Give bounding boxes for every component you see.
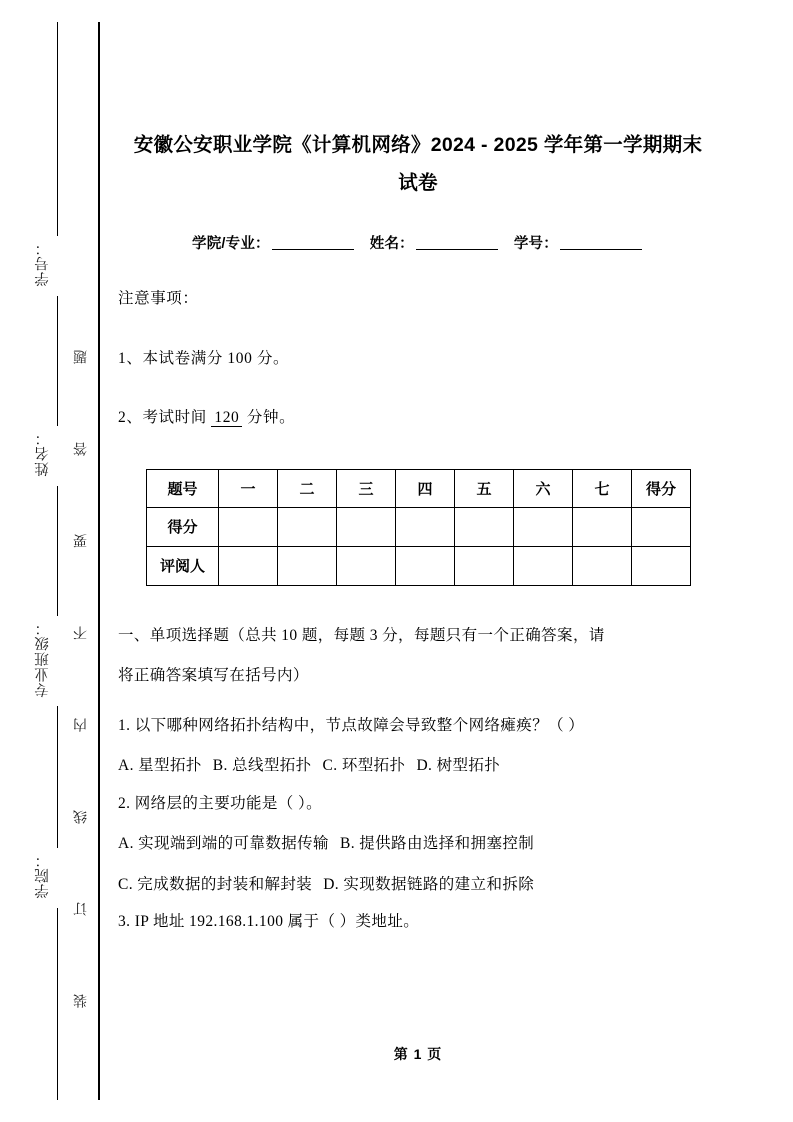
question-2-option-b[interactable]: B. 提供路由选择和拥塞控制 [339,835,535,852]
student-id-field[interactable] [514,236,644,252]
notice-heading: 注意事项： [118,290,199,307]
binding-char-5: 内 [74,718,89,732]
score-table-cell: 一 [219,469,278,507]
sidebar-inner-rule [57,22,58,1100]
score-table-cell-input[interactable] [337,546,396,585]
score-table-cell-input[interactable] [514,546,573,585]
binding-char-8: 装 [74,994,89,1008]
sidebar-field-class: 专业班级： [35,620,51,698]
score-table-row-header: 评阅人 [147,546,219,585]
question-1-option-c[interactable]: C. 环型拓扑 [322,757,406,774]
question-2-stem: 2. 网络层的主要功能是（ ）。 [118,794,323,812]
score-table-cell-input[interactable] [396,546,455,585]
score-table-cell-input[interactable] [278,507,337,546]
notice-item-2-prefix: 2、考试时间 [118,409,207,426]
sidebar-field-student-id: 学号： [35,240,51,287]
score-table-row-header: 得分 [147,507,219,546]
score-table-cell: 四 [396,469,455,507]
question-2-options-line-1 [118,836,718,852]
table-row [147,507,691,546]
question-2-option-a[interactable]: A. 实现端到端的可靠数据传输 [118,835,329,852]
score-table [146,469,691,586]
table-row [147,469,691,507]
department-field[interactable] [192,236,356,252]
score-table-cell-input[interactable] [573,546,632,585]
score-table-cell-input[interactable] [455,507,514,546]
department-label: 学院/专业： [192,236,270,252]
binding-char-4: 不 [74,626,89,640]
score-table-cell-input[interactable] [337,507,396,546]
notice-item-1: 1、本试卷满分 100 分。 [118,349,290,367]
binding-char-3: 要 [74,534,89,548]
student-id-blank[interactable] [560,249,642,250]
score-table-cell-input[interactable] [632,546,691,585]
question-3-stem: 3. IP 地址 192.168.1.100 属于（ ）类地址。 [118,913,420,930]
name-blank[interactable] [416,249,498,250]
page-title: 安徽公安职业学院《计算机网络》2024 - 2025 学年第一学期期末试卷 [133,134,703,194]
exam-content [118,0,718,1122]
score-table-cell-input[interactable] [219,507,278,546]
name-label: 姓名： [369,236,414,252]
binding-char-7: 订 [74,902,89,916]
score-table-cell-input[interactable] [455,546,514,585]
score-table-cell: 得分 [632,469,691,507]
score-table-cell-input[interactable] [632,507,691,546]
notice-item-2 [118,410,718,427]
score-table-cell: 二 [278,469,337,507]
section-one-heading-line-1: 一、单项选择题（总共 10 题，每题 3 分，每题只有一个正确答案，请 [118,626,605,644]
department-blank[interactable] [272,249,354,250]
binding-char-2: 答 [74,442,89,456]
score-table-cell: 六 [514,469,573,507]
question-1-options [118,758,718,774]
section-one-heading-line-2: 将正确答案填写在括号内） [118,666,309,684]
score-table-cell: 七 [573,469,632,507]
score-table-cell: 五 [455,469,514,507]
question-1-option-b[interactable]: B. 总线型拓扑 [212,757,312,774]
sidebar-field-name: 姓名： [35,430,51,477]
score-table-cell: 三 [337,469,396,507]
question-1-option-a[interactable]: A. 星型拓扑 [118,757,202,774]
name-field[interactable] [370,236,500,252]
score-table-cell-input[interactable] [396,507,455,546]
score-table-cell-input[interactable] [514,507,573,546]
question-2-option-d[interactable]: D. 实现数据链路的建立和拆除 [323,875,535,893]
binding-char-1: 题 [74,350,89,364]
question-1-stem: 1. 以下哪种网络拓扑结构中，节点故障会导致整个网络瘫痪？（ ） [118,716,585,734]
page-footer: 第 1 页 [393,1046,443,1062]
score-table-cell-input[interactable] [573,507,632,546]
score-table-cell-input[interactable] [278,546,337,585]
question-1-option-d[interactable]: D. 树型拓扑 [416,757,501,774]
binding-sidebar [0,0,100,1122]
section-one-heading [118,616,718,696]
notice-item-2-suffix: 分钟。 [246,409,296,426]
table-row [147,546,691,585]
student-info-line [118,232,718,253]
exam-duration-value: 120 [211,410,242,427]
score-table-row-header: 题号 [147,469,219,507]
question-2-options-line-2 [118,877,718,893]
binding-char-6: 线 [74,810,89,824]
question-2-option-c[interactable]: C. 完成数据的封装和解封装 [118,875,313,893]
score-table-cell-input[interactable] [219,546,278,585]
sidebar-outer-rule [98,22,100,1100]
student-id-label: 学号： [513,236,558,252]
sidebar-field-college: 学院： [35,852,51,899]
